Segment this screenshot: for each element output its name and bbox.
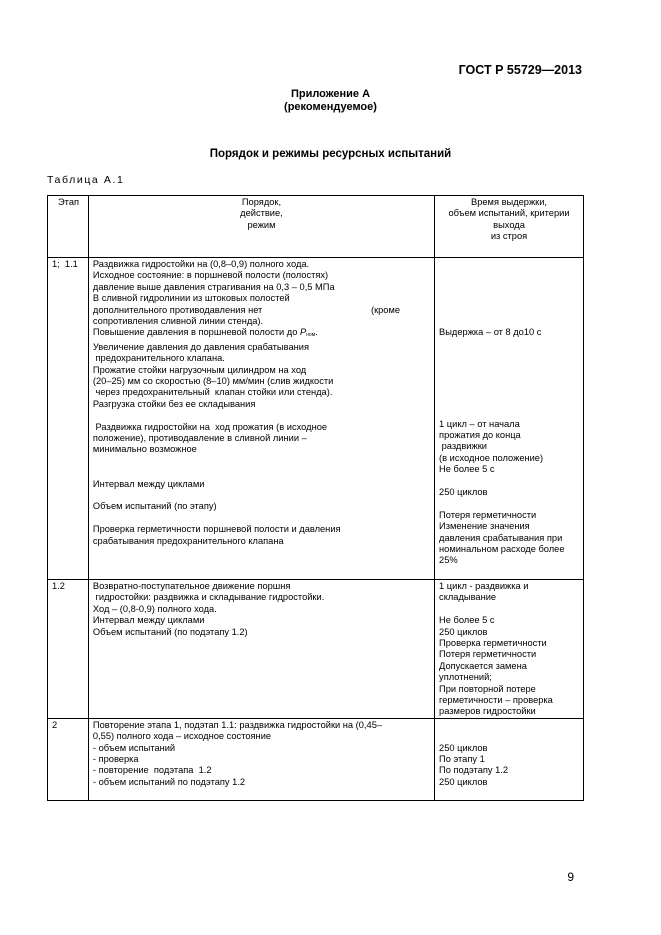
text-line: 25% [439,555,458,566]
header-stage: Этап [48,196,89,258]
text-line: Увеличение давления до давления срабатывания [92,341,309,352]
text-line: По подэтапу 1.2 [439,765,509,776]
pressure-subscript: ном [306,332,316,339]
text-line: (20–25) мм со скоростью (8–10) мм/мин (слив жидкости [92,376,334,387]
text-line: 250 циклов [439,487,488,498]
text-line: давление выше давления страгивания на 0,3 – 0,5 МПа [92,281,335,292]
text-line: 250 циклов [439,742,488,753]
text-line [93,305,430,316]
text-line: давления срабатывания при [439,532,563,543]
text-line: (в исходное положение) [439,452,544,463]
order-cell [88,580,434,719]
stage-cell: 1; 1.1 [48,258,89,580]
page-number: 9 [567,870,574,884]
text-line: - объем испытаний [92,742,176,753]
text-fragment: Повышение давления в поршневой полости до [92,327,300,338]
text-line: складывание [439,592,497,603]
header-time-line: выхода [493,219,525,230]
time-cell [435,580,584,719]
text-line [93,327,430,341]
text-line: номинальном расходе более [439,544,565,555]
pressure-symbol: P [299,327,307,338]
annex-subtitle: (рекомендуемое) [284,101,377,113]
text-fragment: . [315,327,318,338]
stage-cell: 1.2 [48,580,89,719]
text-line: При повторной потере [439,683,536,694]
text-line: Потеря герметичности [439,509,537,520]
standard-designation: ГОСТ Р 55729—2013 [458,63,582,77]
text-line: Раздвижка гидростойки на (0,8–0,9) полного хода. [92,259,310,269]
time-cell [435,718,584,800]
text-line: Проверка герметичности [439,638,547,649]
order-cell [88,258,434,580]
header-time [435,196,584,258]
text-line: Не более 5 с [439,464,495,475]
text-fragment: дополнительного противодавления нет [92,304,263,315]
text-line: - повторение подэтапа 1.2 [92,765,212,776]
text-line: Прожатие стойки нагрузочным цилиндром на ход [92,364,307,375]
text-line: В сливной гидролинии из штоковых полостей [92,293,290,304]
text-line: Исходное состояние: в поршневой полости (полостях) [92,270,329,281]
text-line: Интервал между циклами [92,615,205,626]
text-line: гидростойки: раздвижка и складывание гидростойки. [92,592,325,603]
text-line: Проверка герметичности поршневой полости и давления [92,524,341,535]
text-line: 250 циклов [439,776,488,787]
header-order [88,196,434,258]
order-cell [88,718,434,800]
header-time-line: Время выдержки, [471,197,548,207]
stage-cell: 2 [48,718,89,800]
table-row [48,580,584,719]
text-line: Раздвижка гидростойки на ход прожатия (в исходное [92,421,328,432]
header-time-line: из строя [490,231,528,242]
text-line: Изменение значения [439,521,530,532]
text-line: Возвратно-поступательное движение поршня [92,581,291,591]
text-line: размеров гидростойки [439,706,536,717]
text-line: герметичности – проверка [439,695,553,706]
text-line: 250 циклов [439,626,488,637]
table-row [48,718,584,800]
text-line: через предохранительный клапан стойки или стенда). [92,387,333,398]
table-caption: Таблица А.1 [47,174,125,186]
text-line: - объем испытаний по подэтапу 1.2 [92,776,246,787]
text-line: 0,55) полного хода – исходное состояние [92,731,272,742]
text-line: положение), противодавление в сливной линии – [92,433,307,444]
header-order-line: режим [247,219,276,230]
text-line: 1 цикл – от начала [439,418,520,429]
section-heading: Порядок и режимы ресурсных испытаний [209,148,452,160]
text-line: минимально возможное [92,444,197,455]
text-line: сопротивления сливной линии стенда). [92,316,264,327]
text-line: срабатывания предохранительного клапана [92,535,284,546]
text-line: По этапу 1 [439,754,485,765]
text-line: Выдержка – от 8 до10 с [439,327,542,338]
text-line: раздвижки [439,441,487,452]
text-line: Интервал между циклами [92,478,205,489]
time-cell [435,258,584,580]
text-line: Ход – (0,8-0,9) полного хода. [92,603,217,614]
text-line: Потеря герметичности [439,649,537,660]
table-header-row [48,196,584,258]
text-line: уплотнений; [439,672,492,683]
annex-title-block [0,88,661,114]
text-line: Объем испытаний (по этапу) [92,501,217,512]
text-fragment: (кроме [370,304,401,315]
text-line: предохранительного клапана. [92,353,225,364]
test-table [47,195,584,801]
text-line: - проверка [92,754,139,765]
text-line: Не более 5 с [439,615,495,626]
text-line: 1 цикл - раздвижка и [439,581,529,591]
text-line: Повторение этапа 1, подэтап 1.1: раздвижка гидростойки на (0,45– [92,719,383,730]
annex-title: Приложение А [290,88,371,100]
text-line: Разгрузка стойки без ее складывания [92,398,256,409]
table-row [48,258,584,580]
text-line: Допускается замена [439,660,527,671]
text-line: прожатия до конца [439,430,521,440]
text-line: Объем испытаний (по подэтапу 1.2) [92,626,248,637]
header-time-line: объем испытаний, критерии [448,208,570,219]
header-order-line: действие, [240,208,283,219]
header-order-line: Порядок, [241,197,282,207]
